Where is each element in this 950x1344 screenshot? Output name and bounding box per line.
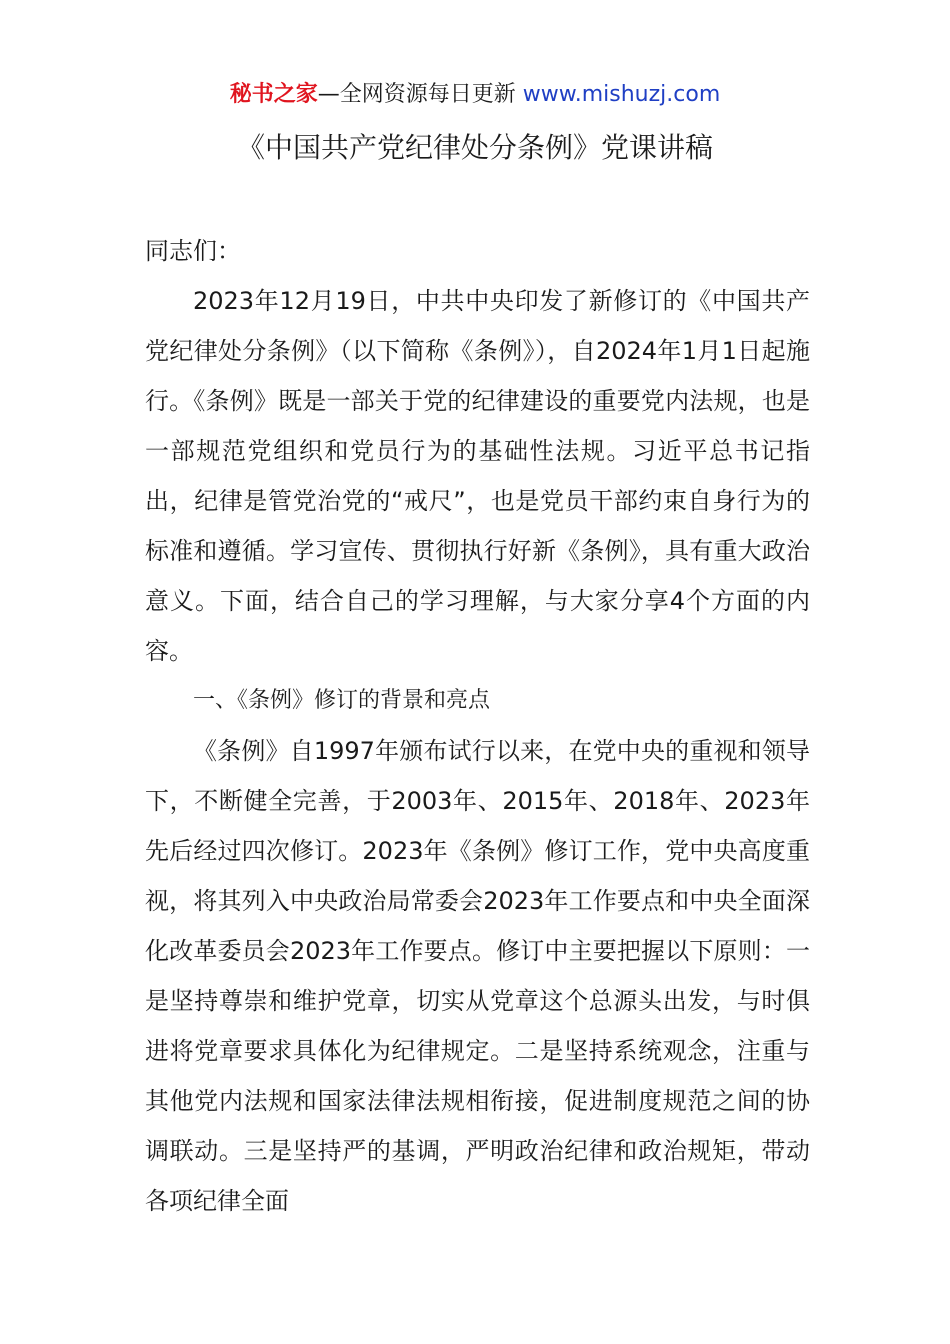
salutation: 同志们：: [145, 237, 241, 265]
document-title: 《中国共产党纪律处分条例》党课讲稿: [236, 131, 713, 164]
section-paragraph: 《条例》自1997年颁布试行以来，在党中央的重视和领导下，不断健全完善，于2003年、2015年、2018年、2023年先后经过四次修订。2023年《条例》修订工作，党中央高度重视，将其列入中央政治局常委会2023年工作要点和中央全面深化改革委员会2023年工作要点。修订中主要把握以下原则：一是坚持尊崇和维护党章，切实从党章这个总源头出发，与时俱进将党章要求具体化为纪律规定。二是坚持系统观念，注重与其他党内法规和国家法律法规相衔接，促进制度规范之间的协调联动。三是坚持严的基调，严明政治纪律和政治规矩，带动各项纪律全面: [145, 737, 810, 1215]
site-header: [0, 80, 950, 110]
site-url-link[interactable]: www.mishuzj.com: [522, 82, 721, 107]
intro-paragraph: 2023年12月19日，中共中央印发了新修订的《中国共产党纪律处分条例》（以下简称《条例》），自2024年1月1日起施行。《条例》既是一部关于党的纪律建设的重要党内法规，也是一部规范党组织和党员行为的基础性法规。习近平总书记指出，纪律是管党治党的“戒尺”，也是党员干部约束自身行为的标准和遵循。学习宣传、贯彻执行好新《条例》，具有重大政治意义。下面，结合自己的学习理解，与大家分享4个方面的内容。: [145, 287, 810, 665]
section-heading: 一、《条例》修订的背景和亮点: [193, 688, 491, 713]
site-brand: 秘书之家: [229, 82, 318, 107]
document-body: [145, 226, 810, 1226]
site-tagline: —全网资源每日更新: [317, 82, 523, 107]
